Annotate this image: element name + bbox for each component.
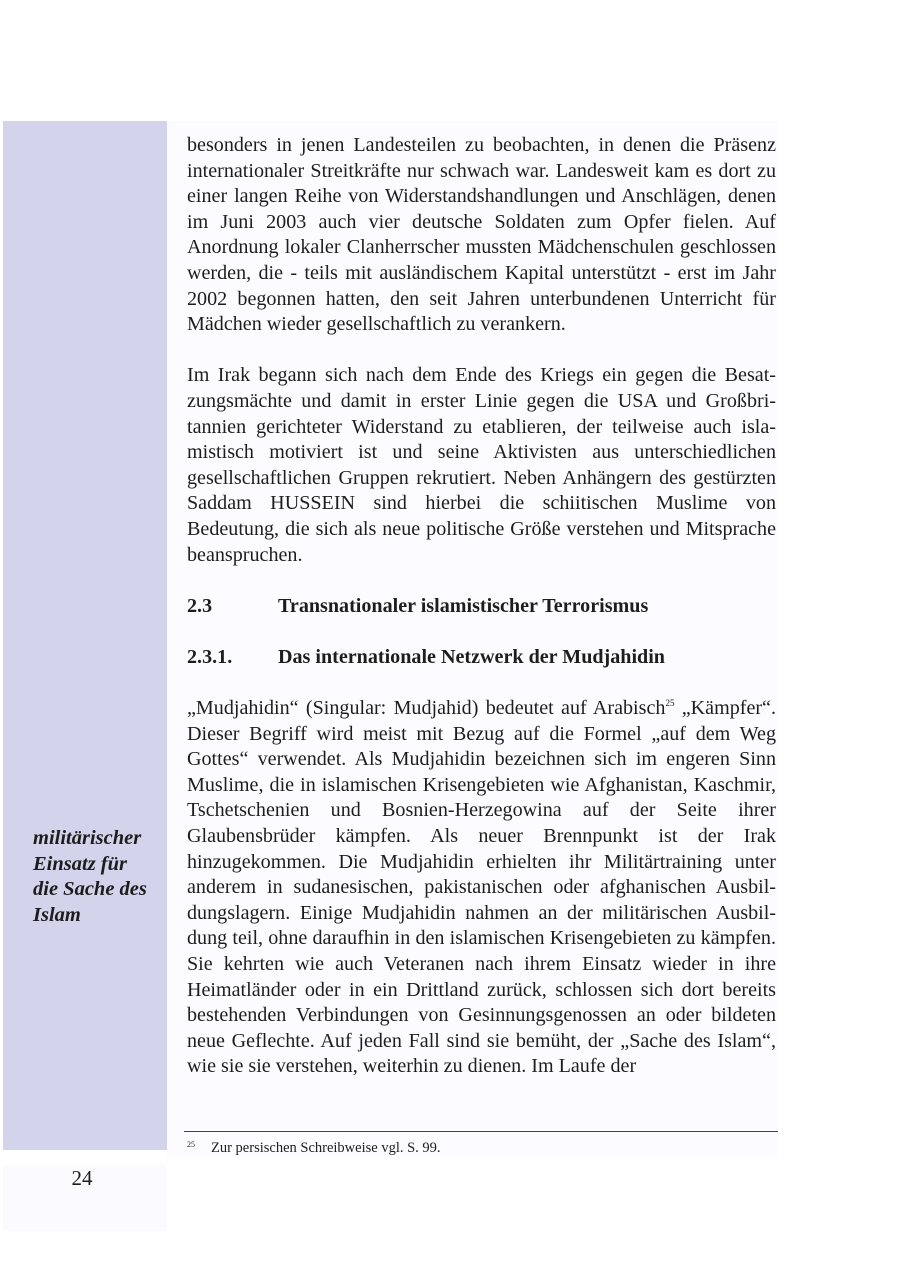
- footnote: [187, 1136, 441, 1157]
- margin-note-line: militärischer: [33, 827, 142, 849]
- paragraph-text: „Kämpfer“. Dieser Begriff wird meist mit Bezug auf die Formel „auf dem Weg Gottes“ verwendet. Als Mudjahidin bezeichnen sich im engeren Sinn Muslime, die in islamischen Krisengebieten wie Afghanistan, Kaschmir, Tschetschenien und Bosnien-Herzegowina auf der Seite ihrer Glaubensbrüder kämpfen. Als neuer Brennpunkt ist der Irak hinzugekommen. Die Mudjahidin erhielten ihr Militärtraining unter anderem in sudanesischen, pakistanischen oder afghanischen Ausbildungslagern. Einige Mudjahidin nahmen an der militärischen Ausbildung teil, ohne daraufhin in den islamischen Krisengebieten zu kämpfen. Sie kehrten wie auch Veteranen nach ihrem Einsatz wieder in ihre Heimatländer oder in ein Drittland zurück, schlossen sich dort bereits bestehenden Verbindungen von Gesinnungsgenossen an oder bildeten neue Geflechte. Auf jeden Fall sind sie bemüht, der „Sache des Islam“, wie sie sie verstehen, weiterhin zu dienen. Im Laufe der: [187, 697, 777, 1078]
- section-heading: [187, 594, 776, 620]
- page-number: 24: [71, 1166, 93, 1190]
- paragraph: besonders in jenen Landesteilen zu beobachten, in denen die Präsenz internationaler Streitkräfte nur schwach war. Landesweit kam es dort zu einer langen Reihe von Widerstandshandlungen und Anschlägen, denen im Juni 2003 auch vier deutsche Soldaten zum Opfer fielen. Auf Anordnung lokaler Clanherrscher mussten Mädchenschulen geschlossen werden, die - teils mit ausländischem Kapital unterstützt - erst im Jahr 2002 begonnen hatten, den seit Jahren unterbundenen Unterricht für Mädchen wieder gesellschaftlich zu verankern.: [187, 134, 776, 336]
- paragraph: Im Irak begann sich nach dem Ende des Kriegs ein gegen die Besatzungsmächte und damit in erster Linie gegen die USA und Großbritannien gerichteter Widerstand zu etablieren, der teilweise auch islamistisch motiviert ist und seine Aktivisten aus unterschiedlichen gesellschaftlichen Gruppen rekrutiert. Neben Anhängern des gestürzten Saddam HUSSEIN sind hierbei die schiitischen Muslime von Bedeutung, die sich als neue politische Größe verstehen und Mitsprache beanspruchen.: [187, 364, 776, 566]
- footnote-number: 25: [187, 1140, 195, 1149]
- footnote-text: Zur persischen Schreibweise vgl. S. 99.: [211, 1140, 441, 1156]
- margin-sidebar: [3, 121, 167, 1150]
- margin-note-line: Islam: [33, 903, 81, 926]
- subsection-heading: [187, 645, 776, 671]
- section-title: Transnationaler islamistischer Terrorismus: [278, 594, 649, 617]
- body-text: [187, 133, 776, 1080]
- margin-note: [33, 826, 163, 928]
- section-number: 2.3: [187, 594, 213, 617]
- subsection-title: Das internationale Netzwerk der Mudjahidin: [278, 645, 665, 668]
- subsection-number: 2.3.1.: [187, 645, 233, 668]
- footnote-reference[interactable]: 25: [665, 698, 675, 709]
- paragraph-text: „Mudjahidin“ (Singular: Mudjahid) bedeutet auf Arabisch: [187, 697, 666, 720]
- footnote-divider: [184, 1131, 778, 1132]
- margin-note-line: Einsatz für: [33, 852, 128, 875]
- paragraph: [187, 696, 776, 1080]
- margin-note-line: die Sache des: [33, 878, 147, 901]
